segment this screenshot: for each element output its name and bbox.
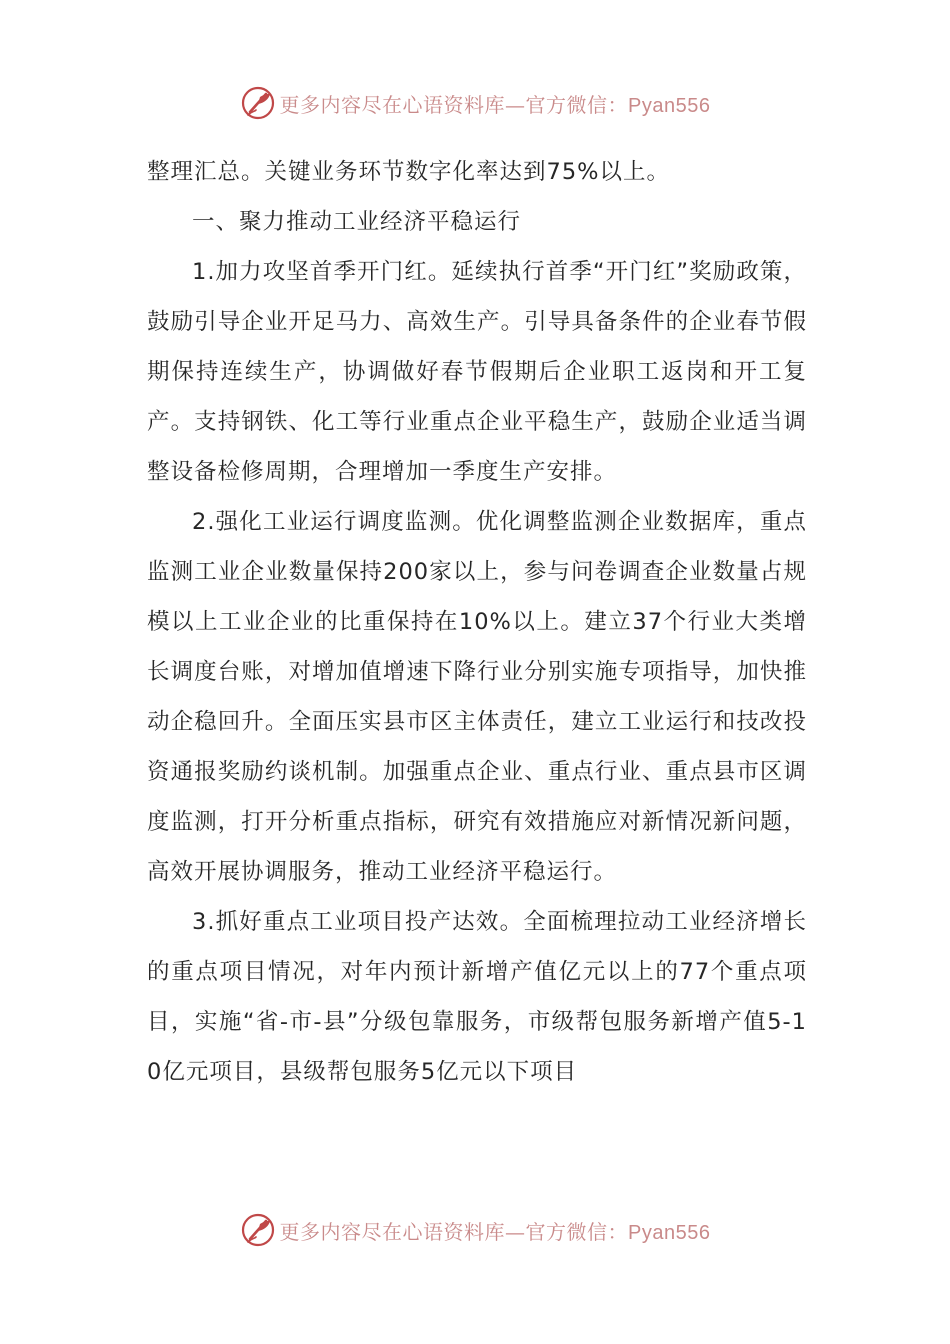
section-heading: 一、聚力推动工业经济平稳运行 bbox=[192, 209, 522, 235]
paragraph-item-2: 2.强化工业运行调度监测。优化调整监测企业数据库，重点监测工业企业数量保持200家以上，参与问卷调查企业数量占规模以上工业企业的比重保持在10%以上。建立37个行业大类增长调度台账，对增加值增速下降行业分别实施专项指导，加快推动企稳回升。全面压实县市区主体责任，建立工业运行和技改投资通报奖励约谈机制。加强重点企业、重点行业、重点县市区调度监测，打开分析重点指标，研究有效措施应对新情况新问题，高效开展协调服务，推动工业经济平稳运行。 bbox=[147, 509, 807, 885]
header-watermark bbox=[0, 83, 950, 123]
watermark-text bbox=[280, 89, 711, 118]
quill-logo-icon bbox=[240, 85, 276, 121]
paragraph-item-3: 3.抓好重点工业项目投产达效。全面梳理拉动工业经济增长的重点项目情况，对年内预计新增产值亿元以上的77个重点项目，实施“省-市-县”分级包靠服务，市级帮包服务新增产值5-10亿元项目，县级帮包服务5亿元以下项目 bbox=[147, 909, 807, 1085]
watermark-wechat-id: Pyan556 bbox=[628, 94, 711, 117]
paragraph-item-1: 1.加力攻坚首季开门红。延续执行首季“开门红”奖励政策，鼓励引导企业开足马力、高效生产。引导具备条件的企业春节假期保持连续生产，协调做好春节假期后企业职工返岗和开工复产。支持钢铁、化工等行业重点企业平稳生产，鼓励企业适当调整设备检修周期，合理增加一季度生产安排。 bbox=[147, 259, 807, 485]
footer-watermark bbox=[0, 1210, 950, 1250]
document-body bbox=[147, 147, 807, 1097]
watermark-wechat-id: Pyan556 bbox=[628, 1221, 711, 1244]
quill-logo-icon bbox=[240, 1212, 276, 1248]
watermark-text bbox=[280, 1216, 711, 1245]
watermark-prefix: 更多内容尽在心语资料库—官方微信： bbox=[279, 1219, 629, 1244]
paragraph-continuation: 整理汇总。关键业务环节数字化率达到75%以上。 bbox=[147, 159, 671, 185]
watermark-prefix: 更多内容尽在心语资料库—官方微信： bbox=[279, 92, 629, 117]
